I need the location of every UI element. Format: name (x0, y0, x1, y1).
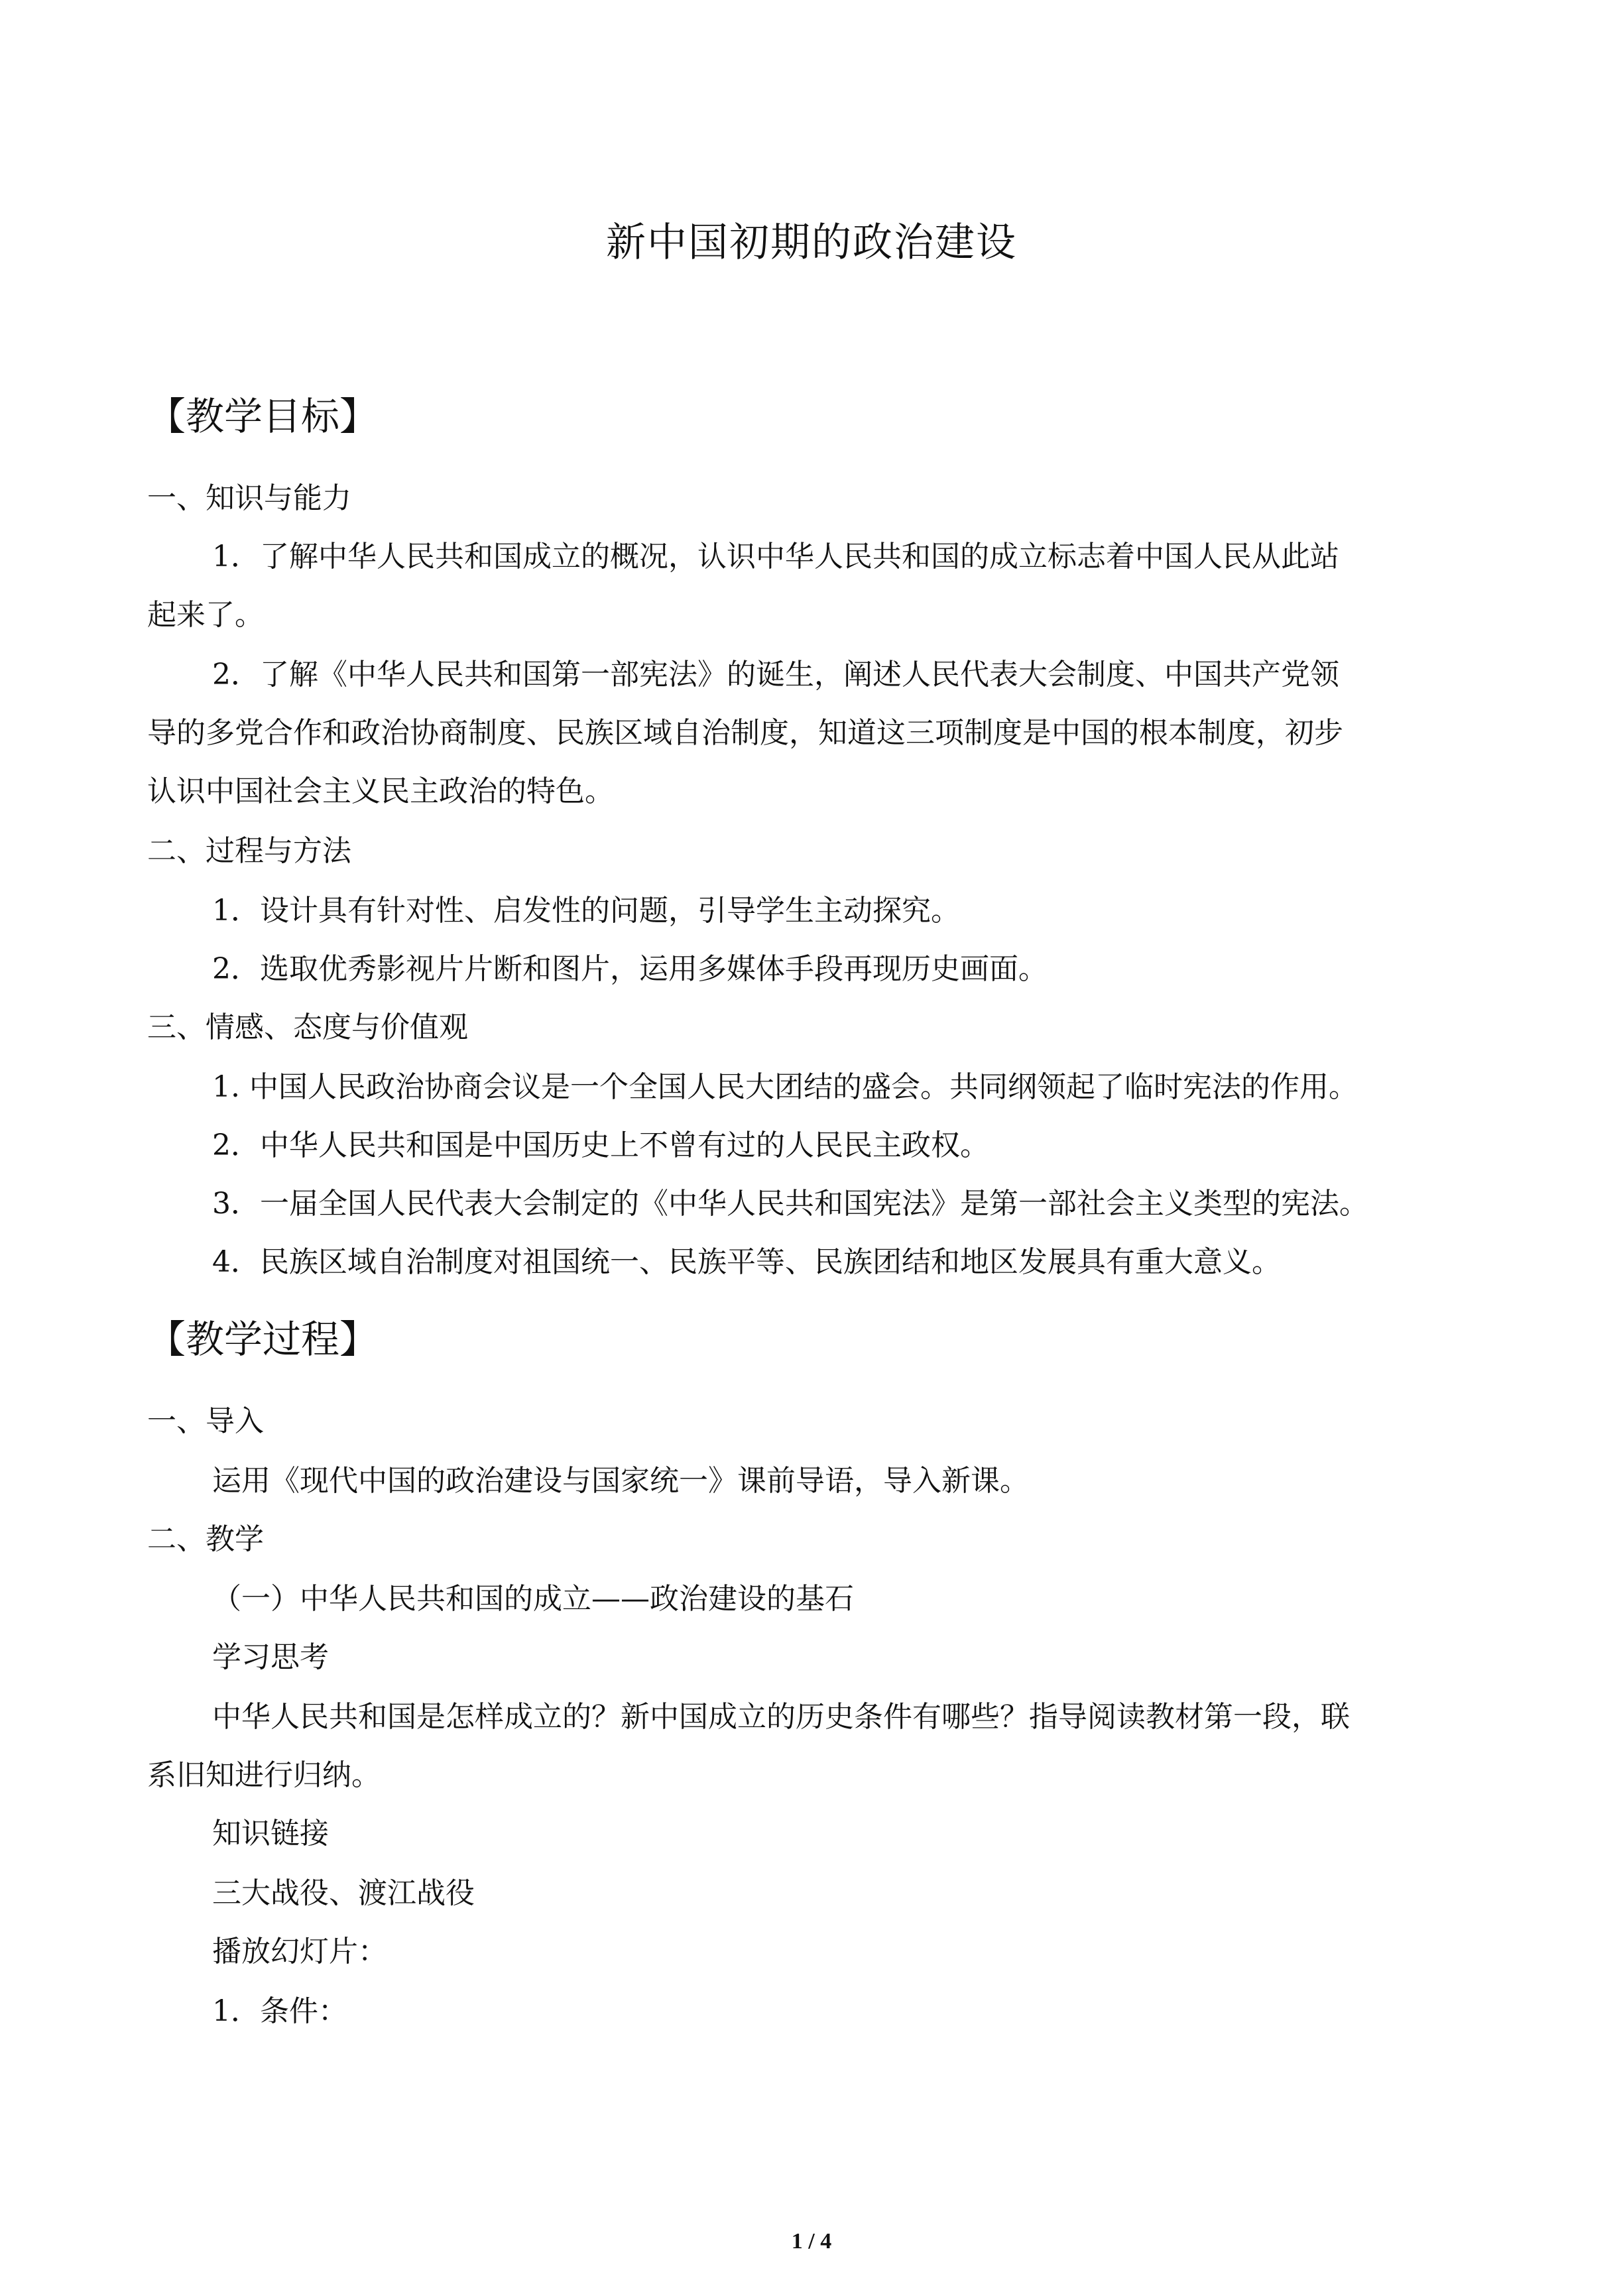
paragraph-line: 起来了。 (147, 598, 264, 632)
paragraph-line: 2．选取优秀影视片片断和图片，运用多媒体手段再现历史画面。 (212, 952, 1048, 986)
paragraph-line: 认识中国社会主义民主政治的特色。 (147, 774, 614, 808)
label-slides: 播放幻灯片： (212, 1935, 387, 1968)
page-number: 1 / 4 (791, 2229, 832, 2254)
paragraph-line: 1. 中国人民政治协商会议是一个全国人民大团结的盛会。共同纲领起了临时宪法的作用。 (212, 1070, 1358, 1104)
section-heading-process: 【教学过程】 (147, 1317, 379, 1362)
paragraph-line: 导的多党合作和政治协商制度、民族区域自治制度，知道这三项制度是中国的根本制度，初步 (147, 716, 1343, 750)
document-title: 新中国初期的政治建设 (606, 219, 1017, 266)
paragraph-line: 4．民族区域自治制度对祖国统一、民族平等、民族团结和地区发展具有重大意义。 (212, 1245, 1281, 1279)
label-knowledge-link: 知识链接 (212, 1817, 329, 1850)
paragraph-line: 运用《现代中国的政治建设与国家统一》课前导语，导入新课。 (212, 1464, 1029, 1498)
paragraph-line: 1．了解中华人民共和国成立的概况，认识中华人民共和国的成立标志着中国人民从此站 (212, 540, 1339, 574)
paragraph-line: 2．了解《中华人民共和国第一部宪法》的诞生，阐述人民代表大会制度、中国共产党领 (212, 658, 1339, 692)
paragraph-line: 2．中华人民共和国是中国历史上不曾有过的人民民主政权。 (212, 1128, 989, 1162)
label-study: 学习思考 (212, 1640, 329, 1674)
paragraph-line: 三大战役、渡江战役 (212, 1876, 475, 1910)
subheading-process: 二、过程与方法 (147, 834, 351, 868)
subsection-title: （一）中华人民共和国的成立——政治建设的基石 (212, 1582, 854, 1616)
subheading-intro: 一、导入 (147, 1404, 264, 1438)
subheading-emotion: 三、情感、态度与价值观 (147, 1010, 468, 1044)
paragraph-line: 3．一届全国人民代表大会制定的《中华人民共和国宪法》是第一部社会主义类型的宪法。 (212, 1187, 1368, 1221)
paragraph-line: 1．设计具有针对性、启发性的问题，引导学生主动探究。 (212, 894, 960, 928)
subheading-teaching: 二、教学 (147, 1522, 264, 1556)
paragraph-line: 系旧知进行归纳。 (147, 1758, 381, 1792)
paragraph-line: 中华人民共和国是怎样成立的？新中国成立的历史条件有哪些？指导阅读教材第一段，联 (212, 1700, 1350, 1734)
section-heading-goals: 【教学目标】 (147, 394, 379, 439)
label-conditions: 1．条件： (212, 1994, 347, 2028)
subheading-knowledge: 一、知识与能力 (147, 481, 351, 515)
